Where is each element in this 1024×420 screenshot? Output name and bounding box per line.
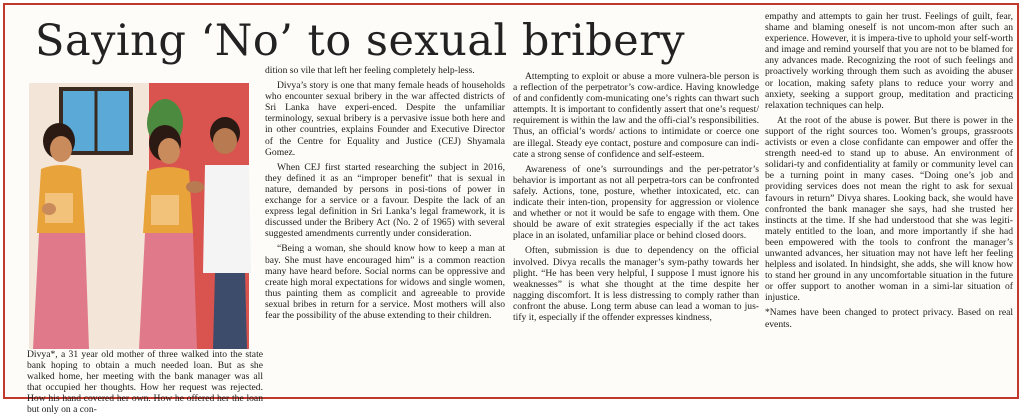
article-column-3 <box>513 71 759 327</box>
article-frame <box>3 3 1019 416</box>
paragraph: empathy and attempts to gain her trust. Feelings of guilt, fear, shame and blaming oneself is not uncom-mon after such an experience. However, it is impera-tive to uphold your self-worth and image and remind yourself that you are not to be blamed for any advances made. Recognizing the root of such feelings and proactively working through them such as avoiding the abuser or location, making safety plans to reduce your worry and anxiety, seeking a support group, meditation and practicing relaxation techniques can help. <box>765 11 1013 111</box>
paragraph: At the root of the abuse is power. But there is power in the support of the right sources too. Women’s groups, grassroots activists or even a close confidante can empower and offer the strength need-ed to stand up to abuse. An environment of solidari-ty and confidentiality at family or community level can be a turning point in many cases. “Doing one’s job and providing services does not mean the right to ask for sexual favours in return” Divya shares. Looking back, she would have confronted the bank manager she says, had she trusted her instincts at the time. If she had understood that she was legiti-mately entitled to the loan, and more importantly if she had been empowered with the tools to confront the manager’s unwanted advances, her situation may not have left her feeling helpless and isolated. In hindsight, she adds, she will know how to stand her ground in any uncomfortable situation in the future or offer support to another woman in a simi-lar situation of injustice. <box>765 114 1013 304</box>
headline: Saying ‘No’ to sexual bribery <box>35 16 686 66</box>
paragraph: “Being a woman, she should know how to keep a man at bay. She must have encouraged him” is a common reaction many have heard before. Social norms can be oppressive and create high moral expectations for widows and single women, thus painting them as complicit and agreeable to provide sexual bribes in return for a service. Most mothers will also fear the possibility of the abuse extending to their children. <box>265 243 505 321</box>
article-column-1 <box>27 349 263 420</box>
paragraph: Divya*, a 31 year old mother of three walked into the state bank hoping to obtain a much needed loan. But as she walked home, her meeting with the bank manager was all that occupied her thoughts. How her request was rejected. How his hand covered her own. How he offered her the loan but only on a con- <box>27 349 263 416</box>
footnote: *Names have been changed to protect privacy. Based on real events. <box>765 307 1013 330</box>
paragraph: Attempting to exploit or abuse a more vulnera-ble person is a reflection of the perpetrator’s cow-ardice. Having knowledge of and confidently com-municating one’s rights can thwart such attempts. It is important to confidently assert that one’s request/ requirement is within the law and the offi-cial’s responsibilities. Thus, an official’s words/ actions to intimidate or coerce one are illegal. Steady eye contact, posture and composure can indi-cate a strong sense of confidence and self-esteem. <box>513 71 759 160</box>
paragraph: Divya’s story is one that many female heads of households who encounter sexual bribery in the war affected districts of Sri Lanka have experi-enced. Despite the unfamiliar terminology, sexual bribery is a pervasive issue both here and in other countries, explains Founder and Executive Director of the Centre for Equality and Justice (CEJ) Shyamala Gomez. <box>265 80 505 158</box>
paragraph: When CEJ first started researching the subject in 2016, they defined it as an “improper benefit” that is sexual in nature, demanded by persons in posi-tions of power in exchange for a service or a favour. Despite the lack of an express legal definition in Sri Lanka’s legal framework, it is discussed under the Bribery Act (No. 2 of 1965) with several suggested amendments currently under consideration. <box>265 161 505 240</box>
article-column-2 <box>265 65 505 325</box>
article-column-4 <box>765 11 1013 334</box>
paragraph: Often, submission is due to dependency on the official involved. Divya recalls the manager’s sym-pathy towards her plight. “He has been very helpful, I suppose I must ignore his weaknesses” is what she thought at the time despite her nagging discomfort. It is less distressing to comply rather than confront the abuse. Long term abuse can lead a woman to jus-tify it, especially if the offender expresses kindness, <box>513 245 759 323</box>
woman-and-man-illustration-icon <box>19 83 255 349</box>
paragraph: dition so vile that left her feeling completely help-less. <box>265 65 475 76</box>
paragraph: Awareness of one’s surroundings and the per-petrator’s behavior is important as not all perpetra-tors can be confronted safely. Actions, tone, posture, whether intoxicated, etc. can indicate their inten-tion, propensity for aggression or violence and whether or not it would be safe to engage with them. One should be aware of exit strategies especially if the act takes place in an isolated, unfamiliar place or behind closed doors. <box>513 163 759 242</box>
